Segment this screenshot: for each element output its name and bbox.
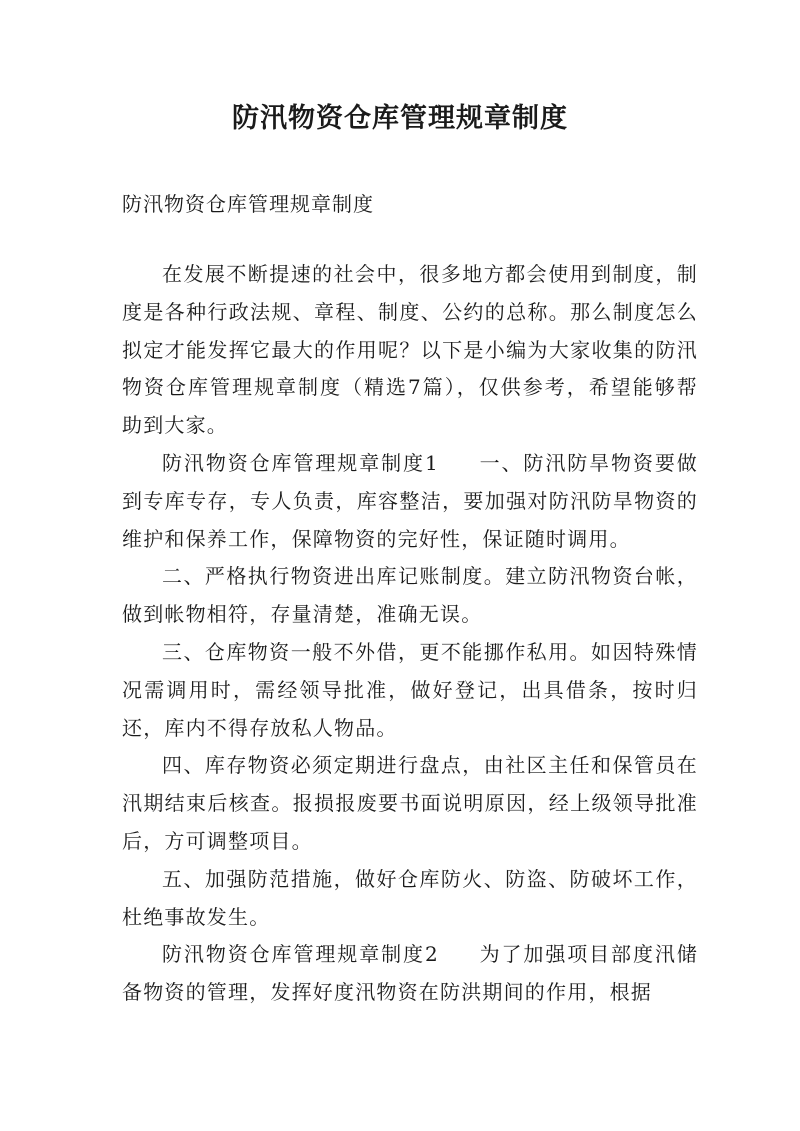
- rule-5-paragraph: 五、加强防范措施，做好仓库防火、防盗、防破坏工作，杜绝事故发生。: [122, 866, 698, 929]
- document-subtitle: 防汛物资仓库管理规章制度: [122, 192, 374, 216]
- section-2-paragraph: [122, 936, 698, 1012]
- section-1-heading: 防汛物资仓库管理规章制度1: [162, 450, 439, 475]
- rule-4-paragraph: 四、库存物资必须定期进行盘点，由社区主任和保管员在汛期结束后核查。报损报废要书面说明原因，经上级领导批准后，方可调整项目。: [122, 753, 698, 853]
- section-1-paragraph: [122, 445, 698, 558]
- section-2-text: 为了加强项目部度汛储备物资的管理，发挥好度汛物资在防洪期间的作用，根据: [122, 942, 698, 1005]
- document-body: [122, 256, 698, 1012]
- section-2-heading: 防汛物资仓库管理规章制度2: [162, 942, 439, 967]
- document-title: 防汛物资仓库管理规章制度: [232, 103, 568, 134]
- section-1-text: 一、防汛防旱物资要做到专库专存，专人负责，库容整洁，要加强对防汛防旱物资的维护和保养工作，保障物资的完好性，保证随时调用。: [122, 450, 698, 551]
- rule-3-paragraph: 三、仓库物资一般不外借，更不能挪作私用。如因特殊情况需调用时，需经领导批准，做好登记，出具借条，按时归还，库内不得存放私人物品。: [122, 639, 698, 740]
- rule-2-paragraph: 二、严格执行物资进出库记账制度。建立防汛物资台帐，做到帐物相符，存量清楚，准确无误。: [122, 564, 698, 627]
- intro-paragraph: 在发展不断提速的社会中，很多地方都会使用到制度，制度是各种行政法规、章程、制度、公约的总称。那么制度怎么拟定才能发挥它最大的作用呢？以下是小编为大家收集的防汛物资仓库管理规章制度（精选7篇），仅供参考，希望能够帮助到大家。: [122, 262, 698, 438]
